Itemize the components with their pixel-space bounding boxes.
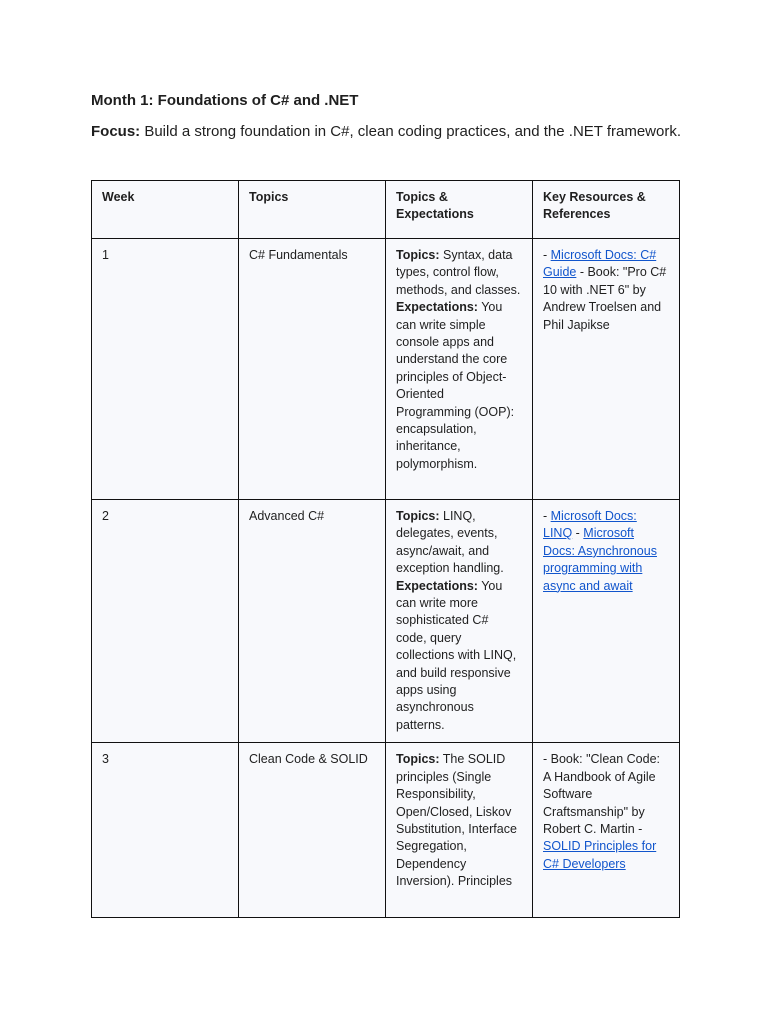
week-cell: 3 (92, 743, 239, 918)
resource-text: - Book: "Pro C# 10 with .NET 6" by Andrew Troelsen and Phil Japikse (543, 265, 667, 332)
resource-link[interactable]: Microsoft Docs: C# Guide (543, 248, 657, 280)
header-week: Week (92, 181, 239, 239)
resources-cell (533, 500, 680, 743)
expectations-text: You can write simple console apps and understand the core principles of Object-Oriented Programming (OOP): encapsulation, inheritance, polymorphism. (396, 300, 515, 471)
week-cell: 1 (92, 239, 239, 500)
focus-text: Build a strong foundation in C#, clean coding practices, and the .NET framework. (140, 123, 682, 140)
topics-text: Syntax, data types, control flow, methods, and classes. (396, 248, 521, 297)
topic-cell: C# Fundamentals (239, 239, 386, 500)
resource-link[interactable]: SOLID Principles for C# Developers (543, 839, 657, 871)
expectations-cell (386, 743, 533, 918)
topic-cell: Clean Code & SOLID (239, 743, 386, 918)
table-row (92, 500, 680, 743)
week-cell: 2 (92, 500, 239, 743)
focus-label: Focus: (91, 123, 141, 140)
resource-prefix: - (543, 509, 551, 523)
expectations-label: Expectations: (396, 578, 478, 593)
topics-label: Topics: (396, 248, 440, 262)
expectations-cell (386, 239, 533, 500)
study-plan-table (91, 180, 680, 918)
resource-text: - Book: "Clean Code: A Handbook of Agile Software Craftsmanship" by Robert C. Martin - (543, 752, 660, 836)
resources-cell (533, 239, 680, 500)
resource-link[interactable]: Microsoft Docs: LINQ (543, 509, 637, 541)
header-resources: Key Resources & References (533, 181, 680, 239)
page-title: Month 1: Foundations of C# and .NET (91, 92, 359, 109)
topics-label: Topics: (396, 509, 440, 523)
expectations-label: Expectations: (396, 300, 478, 315)
table-header-row (92, 181, 680, 239)
expectations-text: You can write more sophisticated C# code, query collections with LINQ, and build responsive apps using asynchronous patterns. (396, 578, 517, 732)
header-topics: Topics (239, 181, 386, 239)
resources-cell (533, 743, 680, 918)
topics-label: Topics: (396, 752, 440, 767)
resource-link[interactable]: Microsoft Docs: Asynchronous programming with async and await (543, 526, 657, 593)
resource-prefix: - (543, 248, 551, 262)
topics-text: LINQ, delegates, events, async/await, and exception handling. (396, 509, 504, 576)
resource-separator: - (572, 526, 584, 541)
header-expectations: Topics & Expectations (386, 181, 533, 239)
expectations-cell (386, 500, 533, 743)
table-row (92, 743, 680, 918)
table-row (92, 239, 680, 500)
topics-text: The SOLID principles (Single Responsibility, Open/Closed, Liskov Substitution, Interface Segregation, Dependency Inversion). Principles (396, 752, 517, 889)
focus-paragraph (91, 120, 691, 143)
topic-cell: Advanced C# (239, 500, 386, 743)
